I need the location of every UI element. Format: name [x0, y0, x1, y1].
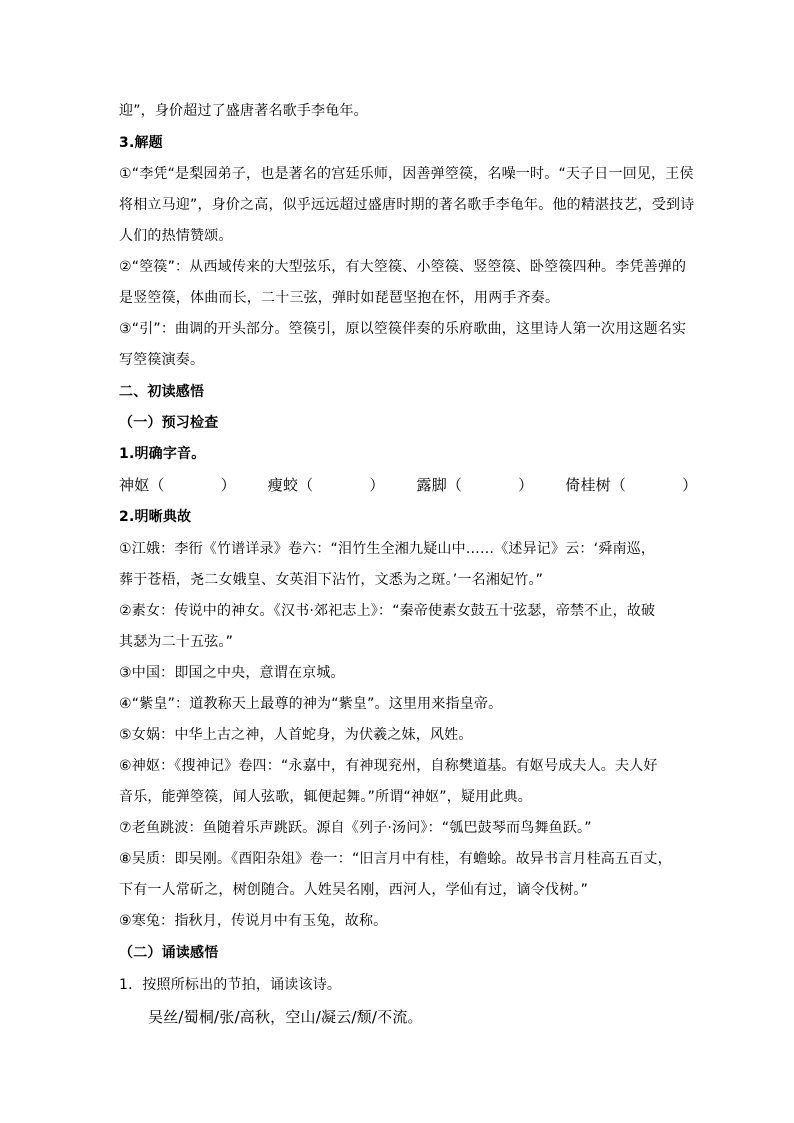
subsection-heading: （一）预习检查: [119, 415, 219, 431]
text-line: ⑨寒兔：指秋月，传说月中有玉兔，故称。: [119, 913, 388, 929]
text-line: 音乐，能弹箜篌，闻人弦歌，辄便起舞。”所谓“神妪”，疑用此典。: [119, 789, 532, 805]
text-line: ⑥神妪：《搜神记》卷四：“永嘉中，有神现兖州，自称樊道基。有妪号成夫人。夫人好: [119, 758, 658, 774]
word-label: 瘦蛟（: [267, 476, 314, 494]
text-line: 写箜篌演奏。: [119, 352, 205, 368]
question-heading: 2.明晰典故: [119, 509, 192, 525]
text-line: ①“李凭“是梨园弟子，也是著名的宫廷乐师，因善弹箜篌，名噪一时。“天子日一回见，王侯: [119, 166, 694, 182]
text-line: 迎”，身价超过了盛唐著名歌手李龟年。: [119, 103, 368, 119]
text-line: ③“引”：曲调的开头部分。箜篌引，原以箜篌伴奏的乐府歌曲，这里诗人第一次用这题名实: [119, 321, 687, 337]
text-line: 将相立马迎”，身价之高，似乎远远超过盛唐时期的著名歌手李龟年。他的精湛技艺，受到诗: [119, 197, 695, 213]
text-line: ⑤女娲：中华上古之神，人首蛇身，为伏羲之妹，风姓。: [119, 727, 473, 743]
text-line: 葬于苍梧，尧二女娥皇、女英泪下沾竹，文悉为之斑。’一名湘妃竹。”: [119, 572, 544, 588]
section-heading: 二、初读感悟: [119, 384, 205, 400]
heading-jieti: 3.解题: [119, 135, 163, 151]
text-line: 下有一人常斫之，树创随合。人姓吴名刚，西河人，学仙有过，谪令伐树。”: [119, 882, 589, 898]
text-line: ⑧吴质：即吴刚。《酉阳杂俎》卷一：“旧言月中有桂，有蟾蜍。故异书言月桂高五百丈，: [119, 851, 672, 867]
text-line: ⑦老鱼跳波：鱼随着乐声跳跃。源自《列子·汤问》：“瓠巴鼓琴而鸟舞鱼跃。”: [119, 820, 592, 836]
word-label: 露脚（: [416, 476, 463, 494]
text-line: 1．按照所标出的节拍，诵读该诗。: [119, 977, 342, 993]
text-line: ④“紫皇”：道教称天上最尊的神为“紫皇”。这里用来指皇帝。: [119, 696, 503, 712]
poem-rhythm-line: 吴丝/蜀桐/张/高秋，空山/凝云/颓/不流。: [148, 1008, 423, 1026]
text-line: ②素女：传说中的神女。《汉书·郊祀志上》：“秦帝使素女鼓五十弦瑟，帝禁不止，故破: [119, 603, 656, 619]
text-line: 是竖箜篌，体曲而长，二十三弦，弹时如琵琶坚抱在怀，用两手齐奏。: [119, 290, 560, 306]
text-line: ②“箜篌”：从西域传来的大型弦乐，有大箜篌、小箜篌、竖箜篌、卧箜篌四种。李凭善弹的: [119, 259, 687, 275]
text-line: ③中国：即国之中央，意谓在京城。: [119, 665, 345, 681]
text-line: 其瑟为二十五弦。”: [119, 634, 234, 650]
word-label: 神妪（: [119, 476, 165, 494]
subsection-heading: （二）诵读感悟: [119, 945, 219, 961]
pronunciation-items: 神妪（ ） 瘦蛟（ ） 露脚（ ） 倚桂树（ ）: [119, 476, 698, 494]
word-label: 倚桂树（: [565, 476, 627, 494]
text-line: 人们的热情赞颂。: [119, 228, 233, 244]
question-heading: 1.明确字音。: [119, 446, 206, 462]
text-line: ①江娥：李衎《竹谱详录》卷六：“泪竹生全湘九疑山中……《述异记》云：‘舜南巡，: [119, 541, 656, 557]
